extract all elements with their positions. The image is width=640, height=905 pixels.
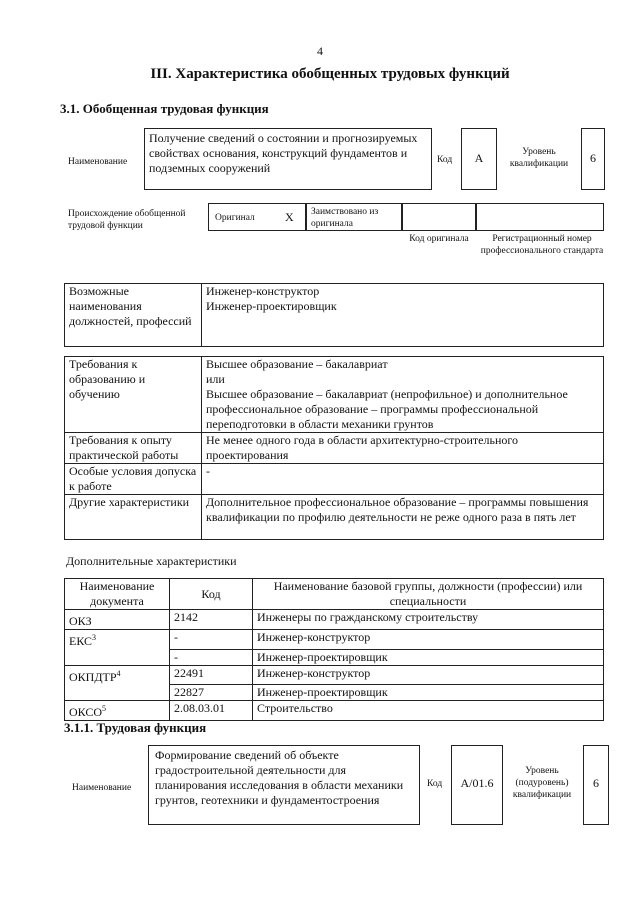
row-doc: ОКЗ (65, 610, 170, 630)
borrowed-cell: Заимствовано из оригинала (306, 203, 402, 231)
row-code: 2142 (170, 610, 253, 630)
original-mark: Х (285, 210, 294, 224)
gtf-heading: 3.1. Обобщенная трудовая функция (60, 101, 269, 116)
row-doc: ОКПДТР$^4$ (65, 665, 170, 685)
row-code: 2.08.03.01 (170, 701, 253, 721)
req-line: Высшее образование – бакалавриат (206, 357, 388, 371)
col-header-name: Наименование базовой группы, должности (профессии) или специальности (253, 579, 604, 610)
req-experience-label: Требования к опыту практической работы (65, 433, 202, 464)
req-line: Высшее образование – бакалавриат (непрофильное) и дополнительное профессиональное образование – программы профессиональной переподготовки в области механики грунтов (206, 387, 568, 431)
tf-code-label: Код (427, 779, 443, 789)
tf-code-value: А/01.6 (451, 745, 503, 825)
positions-table (64, 283, 604, 347)
requirements-table (64, 356, 604, 540)
tf-name-label: Наименование (72, 783, 132, 793)
row-doc (65, 685, 170, 701)
section-title: III. Характеристика обобщенных трудовых функций (150, 66, 510, 82)
row-name: Инженер-проектировщик (253, 649, 604, 665)
tf-level-label: Уровень (подуровень) квалификации (512, 766, 572, 800)
row-doc: ОКСО$^5$ (65, 701, 170, 721)
req-education-value (202, 357, 604, 433)
req-other-label: Другие характеристики (65, 495, 202, 540)
row-name: Строительство (253, 701, 604, 721)
row-name: Инженеры по гражданскому строительству (253, 610, 604, 630)
req-education-label: Требования к образованию и обучению (65, 357, 202, 433)
table-row (65, 649, 604, 665)
row-doc (65, 649, 170, 665)
table-row (65, 665, 604, 685)
additional-caption: Дополнительные характеристики (66, 554, 237, 568)
req-special-value: - (202, 464, 604, 495)
req-other-value: Дополнительное профессиональное образование – программы повышения квалификации по профилю деятельности не реже одного раза в пять лет (202, 495, 604, 540)
reg-number-caption: Регистрационный номер профессионального стандарта (480, 234, 604, 256)
req-experience-value: Не менее одного года в области архитектурно-строительного проектирования (202, 433, 604, 464)
table-row (65, 701, 604, 721)
original-cell (208, 203, 306, 231)
reg-number-cell (476, 203, 604, 231)
additional-table (64, 578, 604, 721)
code-original-cell (402, 203, 476, 231)
row-name: Инженер-конструктор (253, 630, 604, 650)
gtf-level-value: 6 (581, 128, 605, 190)
tf-level-value: 6 (583, 745, 609, 825)
page-number: 4 (317, 44, 323, 58)
row-doc: ЕКС$^3$ (65, 630, 170, 650)
positions-label: Возможные наименования должностей, профессий (65, 284, 202, 347)
positions-values (202, 284, 604, 347)
col-header-code: Код (170, 579, 253, 610)
table-row (65, 630, 604, 650)
position-item: Инженер-конструктор (206, 284, 320, 298)
position-item: Инженер-проектировщик (206, 299, 337, 313)
tf-name-value: Формирование сведений об объекте градостроительной деятельности для планирования исследования в области механики грунтов, геотехники и фундаментостроения (148, 745, 420, 825)
req-line: или (206, 372, 225, 386)
gtf-code-label: Код (437, 155, 453, 165)
table-row (65, 685, 604, 701)
row-code: - (170, 630, 253, 650)
gtf-name-label: Наименование (68, 157, 128, 167)
original-label: Оригинал (215, 213, 255, 223)
row-code: - (170, 649, 253, 665)
gtf-origin-label: Происхождение обобщенной трудовой функции (68, 209, 186, 231)
gtf-name-value: Получение сведений о состоянии и прогнозируемых свойствах основания, конструкций фундаментов и подземных сооружений (144, 128, 432, 190)
row-code: 22491 (170, 665, 253, 685)
gtf-level-label: Уровень квалификации (509, 147, 569, 169)
row-name: Инженер-конструктор (253, 665, 604, 685)
table-row (65, 610, 604, 630)
code-original-caption: Код оригинала (409, 234, 469, 244)
req-special-label: Особые условия допуска к работе (65, 464, 202, 495)
gtf-code-value: А (461, 128, 497, 190)
row-code: 22827 (170, 685, 253, 701)
row-name: Инженер-проектировщик (253, 685, 604, 701)
col-header-doc: Наименование документа (65, 579, 170, 610)
tf-heading: 3.1.1. Трудовая функция (64, 720, 207, 735)
